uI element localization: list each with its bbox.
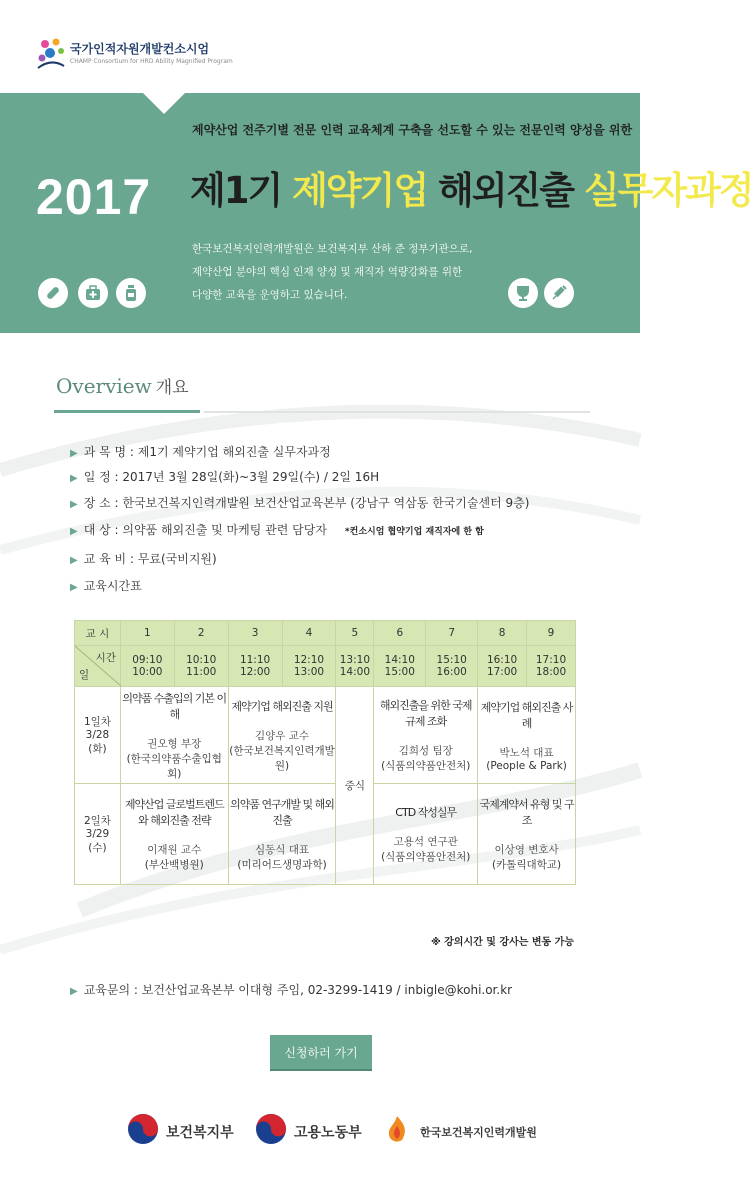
time-cell: 10:10 11:00 [174,646,228,687]
period-cell: 9 [527,621,576,646]
footer-logo-label: 한국보건복지인력개발원 [420,1126,537,1139]
time-cell: 13:10 14:00 [336,646,374,687]
period-cell: 3 [228,621,282,646]
taegeuk-icon [128,1114,158,1144]
bullet-triangle-icon: ▶ [70,499,78,510]
time-cell: 14:10 15:00 [374,646,426,687]
lunch-cell: 중식 [336,687,374,885]
period-cell: 4 [282,621,336,646]
medicine-bottle-icon [116,278,146,308]
session-cell: 제약기업 해외진출 사례 박노석 대표 (People & Park) [478,687,576,784]
goblet-icon [508,278,538,308]
banner-subtitle: 제약산업 전주기별 전문 인력 교육체계 구축을 선도할 수 있는 전문인력 양성을 위한 [192,123,633,137]
syringe-icon [544,278,574,308]
period-cell: 5 [336,621,374,646]
overview-title-en: Overview [56,374,152,398]
title-part: 해외진출 [437,169,573,212]
corner-time-label: 시간 [95,652,116,664]
time-cell: 09:10 10:00 [120,646,174,687]
bullet-triangle-icon: ▶ [70,555,78,566]
session-cell: 의약품 연구개발 및 해외진출 심동식 대표 (미리어드생명과학) [228,784,336,885]
time-row [75,646,576,687]
session-cell: CTD 작성실무 고용석 연구관 (식품의약품안전처) [374,784,478,885]
pill-icon [38,278,68,308]
title-part-highlight: 실무자과정 [583,169,753,212]
kohi-flame-icon [382,1114,412,1144]
session-cell: 제약기업 해외진출 지원 김양우 교수 (한국보건복지인력개발원) [228,687,336,784]
title-part-highlight: 제약기업 [292,169,428,212]
logo-subtitle: CHAMP Consortium for HRD Ability Magnified Program [70,58,233,65]
corner-period-label: 교 시 [75,621,121,646]
champ-logo-icon [36,36,66,70]
info-schedule: ▶ 일 정 : 2017년 3월 28일(화)~3월 29일(수) / 2일 16H [70,470,380,484]
session-cell: 해외진출을 위한 국제 규제 조화 김희성 팀장 (식품의약품안전처) [374,687,478,784]
info-course-name: ▶ 과 목 명 : 제1기 제약기업 해외진출 실무자과정 [70,445,331,459]
day1-row [75,687,576,784]
logo-name: 국가인적자원개발컨소시엄 [70,42,210,56]
info-timetable-label: ▶ 교육시간표 [70,579,142,593]
timetable [74,620,576,885]
footer-logo-label: 고용노동부 [294,1125,362,1141]
time-cell: 12:10 13:00 [282,646,336,687]
time-cell: 17:10 18:00 [527,646,576,687]
session-cell: 의약품 수출입의 기본 이해 권오형 부장 (한국의약품수출입협회) [120,687,228,784]
period-cell: 8 [478,621,527,646]
title-part: 제1기 [190,169,282,212]
target-note: *컨소시엄 협약기업 재직자에 한 함 [344,527,484,537]
course-title [190,160,753,214]
overview-heading [56,373,189,398]
taegeuk-icon [256,1114,286,1144]
session-cell: 제약산업 글로벌트렌드와 해외진출 전략 이재원 교수 (부산백병원) [120,784,228,885]
schedule-caution: ※ 강의시간 및 강사는 변동 가능 [430,937,574,948]
period-cell: 2 [174,621,228,646]
desc-line: 한국보건복지인력개발원은 보건복지부 산하 준 정부기관으로, [192,243,473,255]
apply-button[interactable]: 신청하러 가기 [270,1035,372,1069]
desc-line: 다양한 교육을 운영하고 있습니다. [192,289,348,301]
bullet-triangle-icon: ▶ [70,986,78,997]
time-cell: 11:10 12:00 [228,646,282,687]
first-aid-kit-icon [78,278,108,308]
banner-year: 2017 [36,169,152,225]
corner-day-label: 일 [79,669,90,681]
day1-label: 1일차 3/28 (화) [75,687,121,784]
footer-logo-label: 보건복지부 [166,1125,234,1141]
desc-line: 제약산업 분야의 핵심 인재 양성 및 재직자 역량강화를 위한 [192,266,463,278]
info-location: ▶ 장 소 : 한국보건복지인력개발원 보건산업교육본부 (강남구 역삼동 한국기술센터 9층) [70,496,530,510]
day2-row [75,784,576,885]
info-fee: ▶ 교 육 비 : 무료(국비지원) [70,552,217,566]
overview-underline [54,410,200,413]
overview-title-ko: 개요 [155,378,189,398]
day2-label: 2일차 3/29 (수) [75,784,121,885]
corner-time-day [75,646,121,687]
time-cell: 16:10 17:00 [478,646,527,687]
period-row [75,621,576,646]
time-cell: 15:10 16:00 [426,646,478,687]
info-target: ▶ 대 상 : 의약품 해외진출 및 마케팅 관련 담당자 *컨소시엄 협약기업 재직자에 한 함 [70,523,484,537]
session-cell: 국제계약서 유형 및 구조 이상영 변호사 (카톨릭대학교) [478,784,576,885]
bullet-triangle-icon: ▶ [70,473,78,484]
period-cell: 1 [120,621,174,646]
overview-divider [204,411,590,413]
contact-info: ▶ 교육문의 : 보건산업교육본부 이대형 주임, 02-3299-1419 / inbigle@kohi.or.kr [70,983,513,997]
bullet-triangle-icon: ▶ [70,526,78,537]
period-cell: 6 [374,621,426,646]
banner-description [192,238,472,307]
bullet-triangle-icon: ▶ [70,448,78,459]
consortium-logo [36,34,233,82]
banner-notch [140,90,188,114]
bullet-triangle-icon: ▶ [70,582,78,593]
period-cell: 7 [426,621,478,646]
